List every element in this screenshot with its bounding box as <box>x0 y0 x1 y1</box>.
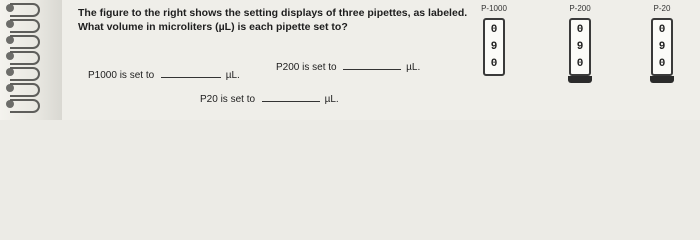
binding-ring <box>10 99 40 113</box>
display-digit: 0 <box>490 23 498 36</box>
answer-blank-p1000[interactable] <box>161 68 221 78</box>
pipette-label: P-200 <box>569 4 591 13</box>
pipette-display <box>569 18 591 76</box>
answer-unit: µL. <box>406 62 421 73</box>
binding-ring <box>10 19 40 33</box>
answer-blank-p200[interactable] <box>343 60 401 70</box>
pipette-label: P-20 <box>653 4 671 13</box>
display-digit: 0 <box>658 23 666 36</box>
pipette-label: P-1000 <box>481 4 507 13</box>
pipette-p200 <box>562 4 598 83</box>
answer-label: P20 is set to <box>200 94 256 105</box>
binding-ring <box>10 83 40 97</box>
spiral-binding <box>0 0 62 120</box>
answer-unit: µL. <box>225 70 240 81</box>
binding-ring <box>10 3 40 17</box>
answer-label: P200 is set to <box>276 62 337 73</box>
question-text: The figure to the right shows the setting displays of three pipettes, as labeled. What volume in microliters (µL) is each pipette set to? <box>78 7 468 33</box>
display-digit: 0 <box>490 58 498 71</box>
binding-ring <box>10 35 40 49</box>
pipette-p20 <box>644 4 680 83</box>
display-digit: 0 <box>658 58 666 71</box>
answer-unit: µL. <box>324 94 339 105</box>
pipette-p1000 <box>476 4 512 76</box>
pipette-display <box>483 18 505 76</box>
binding-ring <box>10 67 40 81</box>
answer-blank-p20[interactable] <box>262 92 320 102</box>
answer-row-p200 <box>276 60 420 73</box>
display-digit: 9 <box>576 40 584 53</box>
answer-row-p20 <box>200 92 339 105</box>
display-digit: 9 <box>658 40 666 53</box>
display-digit: 0 <box>576 58 584 71</box>
display-digit: 9 <box>490 40 498 53</box>
pipette-base <box>650 76 674 83</box>
answer-label: P1000 is set to <box>88 70 155 81</box>
binding-ring <box>10 51 40 65</box>
answer-row-p1000 <box>88 68 240 81</box>
pipette-display <box>651 18 673 76</box>
display-digit: 0 <box>576 23 584 36</box>
pipette-base <box>568 76 592 83</box>
